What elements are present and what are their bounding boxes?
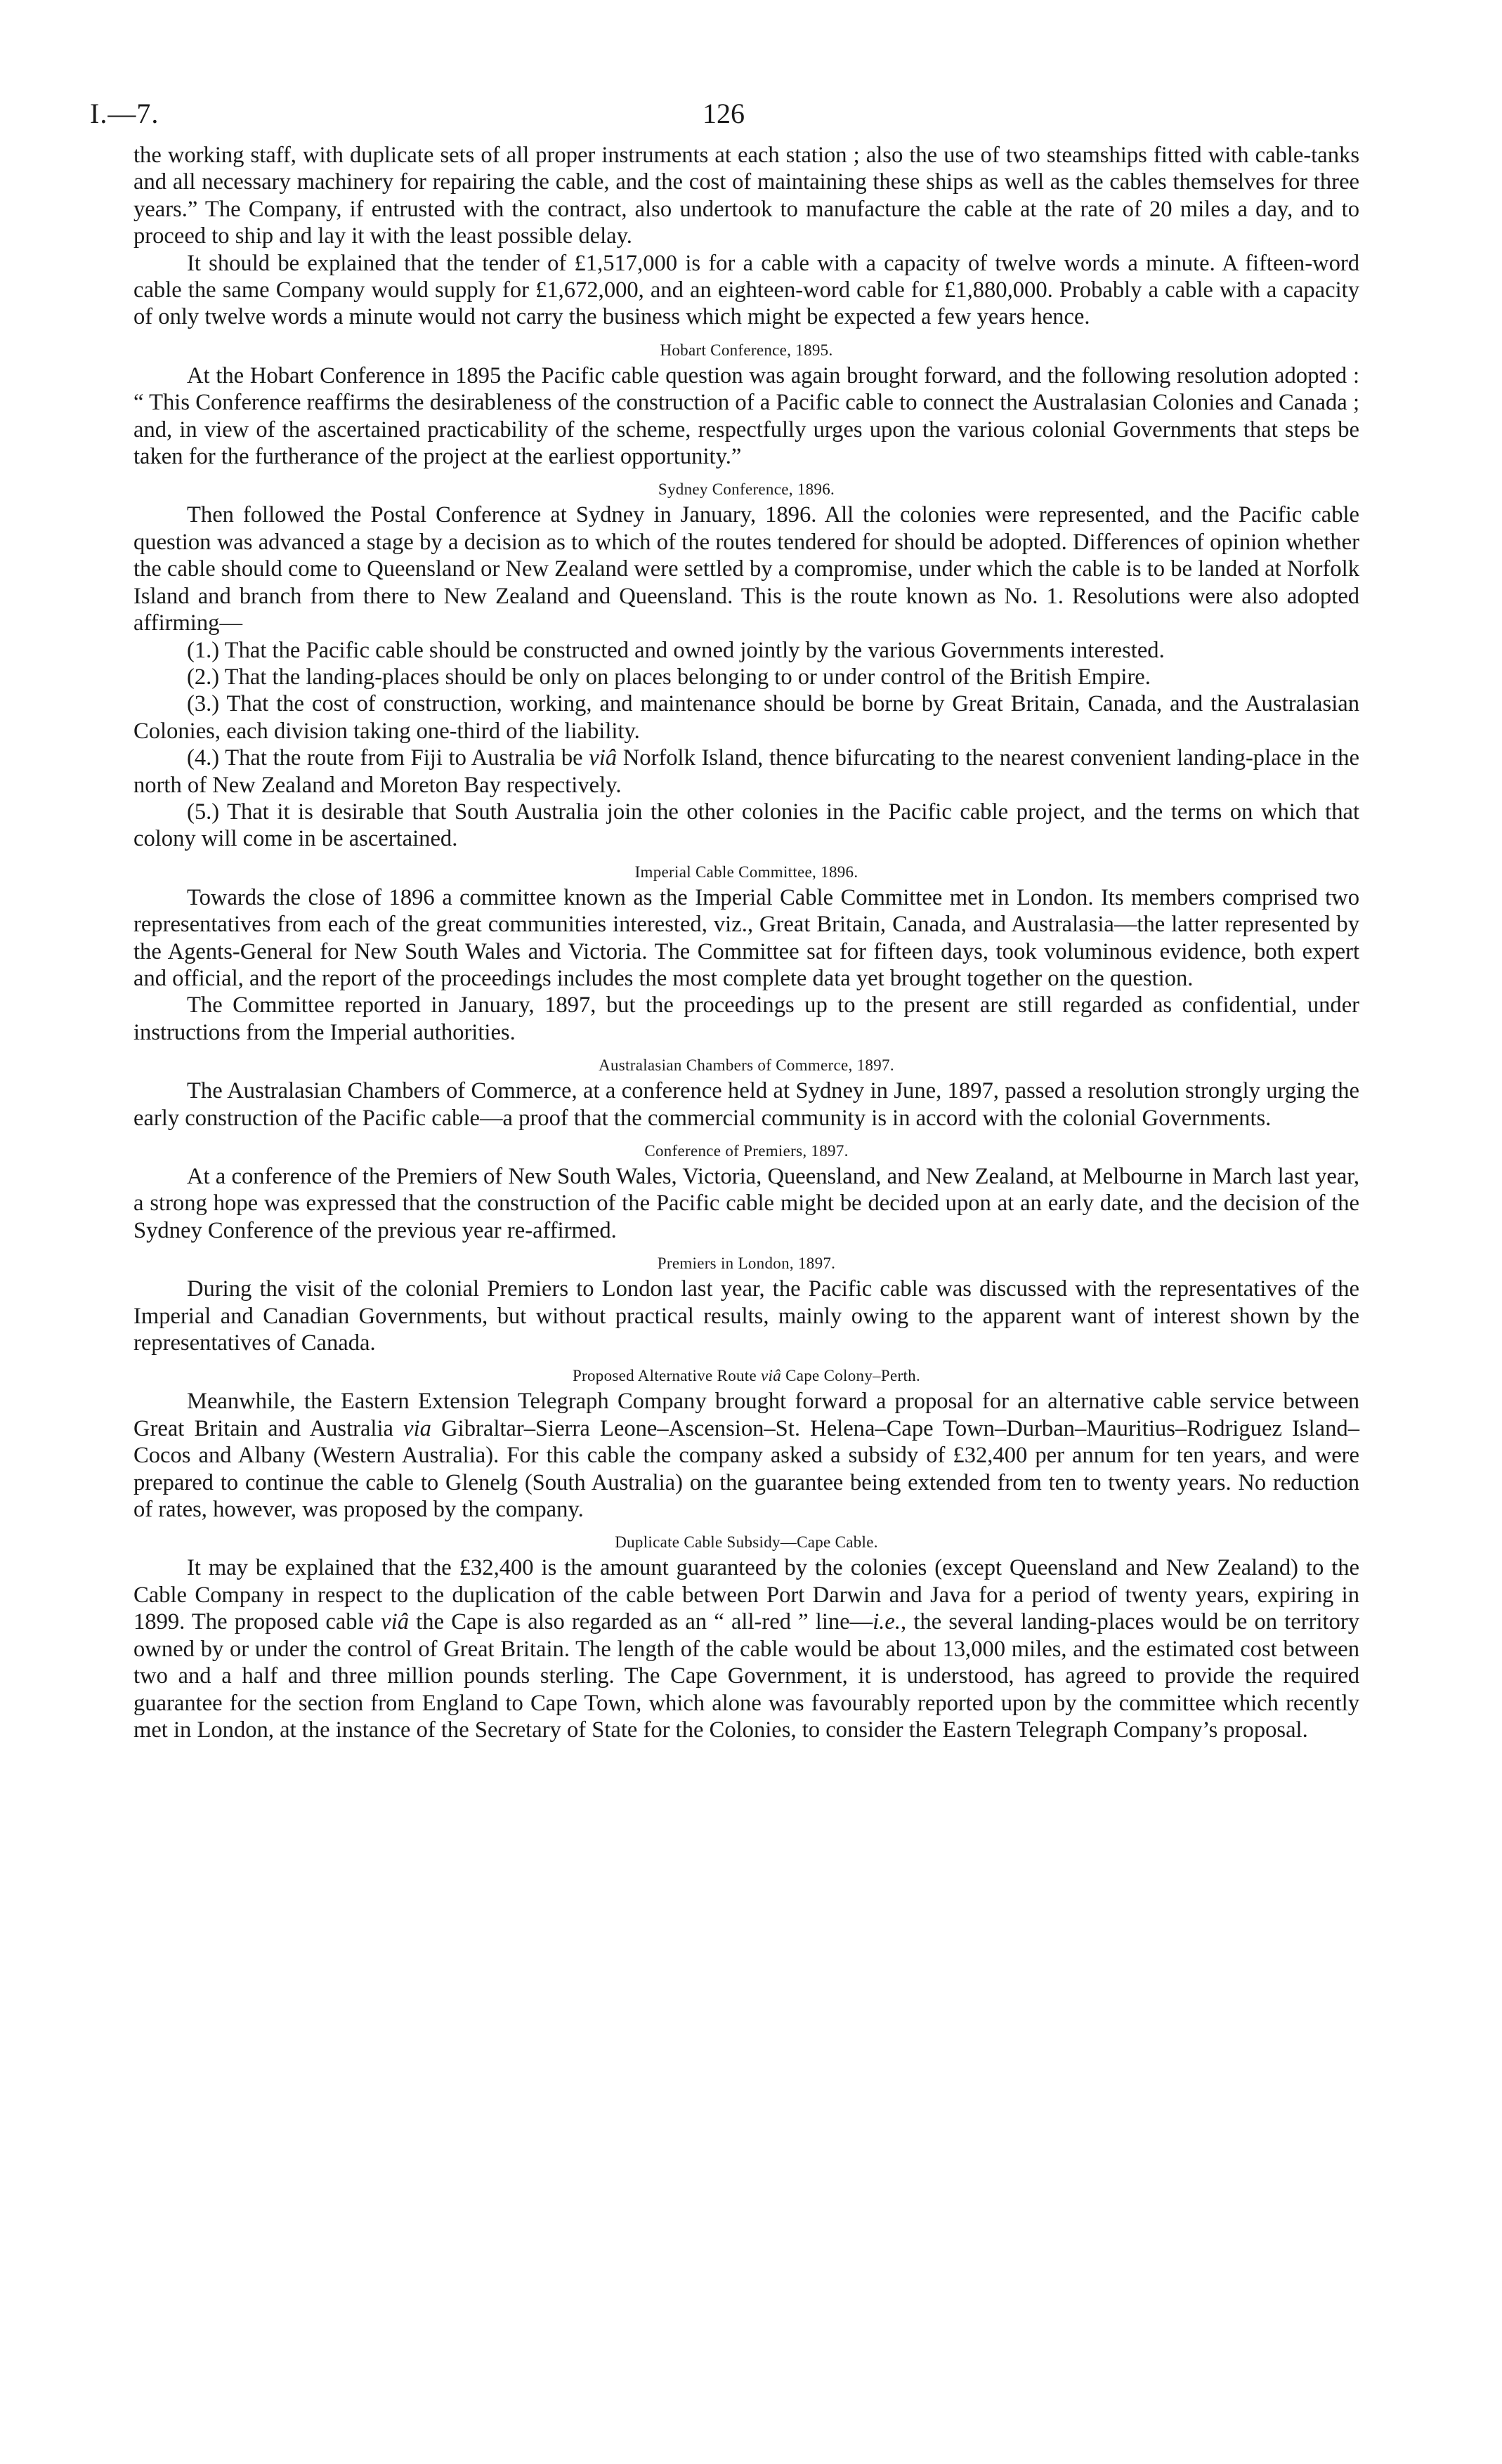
paragraph-contract: the working staff, with duplicate sets of all proper instruments at each station ; also the use of two steamships fitted with cable-tanks and all necessary machinery for repairing the cable, and the cost of maintaining these ships as well as the cables themselves for three years.” The Company, if entrusted with the contract, also undertook to manufacture the cable at the rate of 20 miles a day, and to proceed to ship and lay it with the least possible delay. [133, 143, 1359, 249]
paragraph-sydney-conference: Then followed the Postal Conference at Sydney in January, 1896. All the colonies were represented, and the Pacific cable question was advanced a stage by a decision as to which of the routes tendered for should be adopted. Differences of opinion whether the cable should come to Queensland or New Zealand were settled by a compromise, under which the cable is to be landed at Norfolk Island and branch from there to New Zealand and Queensland. This is the route known as No. 1. Resolutions were also adopted affirming— [133, 502, 1359, 636]
page-header [90, 97, 1359, 142]
heading-alternative-route [133, 1367, 1359, 1385]
resolution-4-text-end: Norfolk Island, thence bifurcating to the nearest convenient landing-place in the north of New Zealand and Moreton Bay respectively. [133, 745, 1359, 798]
resolution-4-via: viâ [589, 745, 618, 771]
paragraph-duplicate-cable-subsidy [133, 1554, 1359, 1743]
page-number: 126 [703, 98, 745, 129]
heading-conference-of-premiers: Conference of Premiers, 1897. [644, 1142, 849, 1160]
heading-hobart-conference: Hobart Conference, 1895. [660, 341, 833, 359]
alternative-route-via: via [403, 1415, 431, 1441]
paragraph-imperial-committee: Towards the close of 1896 a committee known as the Imperial Cable Committee met in London. Its members comprised two representatives from each of the great communities interested, viz., Great Britain, Canada, and Australasia—the latter represented by the Agents-General for New South Wales and Victoria. The Committee sat for fifteen days, took voluminous evidence, both expert and official, and the report of the proceedings includes the most complete data yet brought together on the question. [133, 884, 1359, 991]
alternative-route-text-end: Gibraltar–Sierra Leone–Ascension–St. Helena–Cape Town–Durban–Mauritius–Rodriguez Island–Cocos and Albany (Western Australia). For this cable the company asked a subsidy of £32,400 per annum for ten years, and were prepared to continue the cable to Glenelg (South Australia) on the guarantee being extended from ten to twenty years. No reduction of rates, however, was proposed by the company. [133, 1415, 1359, 1523]
heading-imperial-cable-committee: Imperial Cable Committee, 1896. [634, 863, 858, 881]
document-page [90, 97, 1359, 1743]
paragraph-chambers-of-commerce: The Australasian Chambers of Commerce, at a conference held at Sydney in June, 1897, passed a resolution strongly urging the early construction of the Pacific cable—a proof that the commercial community is in accord with the colonial Governments. [133, 1078, 1359, 1131]
heading-premiers-in-london: Premiers in London, 1897. [657, 1254, 836, 1273]
paragraph-tender: It should be explained that the tender of £1,517,000 is for a cable with a capacity of twelve words a minute. A fifteen-word cable the same Company would supply for £1,672,000, and an eighteen-word cable for £1,880,000. Probably a cable with a capacity of only twelve words a minute would not carry the business which might be expected a few years hence. [133, 250, 1359, 330]
alternative-route-text: Meanwhile, the Eastern Extension Telegraph Company brought forward a proposal for an alternative cable service between Great Britain and Australia [133, 1389, 1359, 1441]
paragraph-hobart-conference: At the Hobart Conference in 1895 the Pacific cable question was again brought forward, and the following resolution adopted : “ This Conference reaffirms the desirableness of the construction of a Pacific cable to connect the Australasian Colonies and Canada ; and, in view of the ascertained practicability of the scheme, respectfully urges upon the various colonial Governments that steps be taken for the furtherance of the project at the earliest opportunity.” [133, 362, 1359, 470]
resolution-3: (3.) That the cost of construction, working, and maintenance should be borne by Great Britain, Canada, and the Australasian Colonies, each division taking one-third of the liability. [133, 691, 1359, 744]
paragraph-premiers-in-london: During the visit of the colonial Premiers to London last year, the Pacific cable was discussed with the representatives of the Imperial and Canadian Governments, but without practical results, mainly owing to the apparent want of interest shown by the representatives of Canada. [133, 1276, 1359, 1356]
paragraph-alternative-route [133, 1388, 1359, 1523]
heading-duplicate-cable-subsidy: Duplicate Cable Subsidy—Cape Cable. [615, 1533, 878, 1552]
duplicate-subsidy-text-mid: the Cape is also regarded as an “ all-red ” line— [409, 1609, 873, 1635]
document-reference: I.—7. [90, 98, 159, 129]
paragraph-committee-reported: The Committee reported in January, 1897, but the proceedings up to the present are still regarded as confidential, under instructions from the Imperial authorities. [133, 992, 1359, 1045]
heading-sydney-conference: Sydney Conference, 1896. [658, 480, 835, 499]
duplicate-subsidy-text-end: , the several landing-places would be on territory owned by or under the control of Great Britain. The length of the cable would be about 13,000 miles, and the estimated cost between two and a half and three million pounds sterling. The Cape Government, it is understood, has agreed to provide the required guarantee for the section from England to Cape Town, which alone was favourably reported upon by the committee which recently met in London, at the instance of the Secretary of State for the Colonies, to consider the Eastern Telegraph Company’s proposal. [133, 1609, 1359, 1743]
resolution-1: (1.) That the Pacific cable should be constructed and owned jointly by the various Governments interested. [187, 637, 1165, 663]
resolution-5: (5.) That it is desirable that South Australia join the other colonies in the Pacific cable project, and the terms on which that colony will come in be ascertained. [133, 799, 1359, 852]
heading-alternative-route-text-end: Cape Colony–Perth. [781, 1367, 921, 1385]
heading-alternative-route-via: viâ [761, 1367, 782, 1385]
heading-alternative-route-text: Proposed Alternative Route [572, 1367, 762, 1385]
duplicate-subsidy-ie: i.e. [873, 1609, 901, 1635]
resolution-4 [133, 745, 1359, 799]
duplicate-subsidy-via: viâ [381, 1609, 410, 1635]
resolution-2: (2.) That the landing-places should be only on places belonging to or under control of the British Empire. [187, 664, 1151, 690]
paragraph-conference-of-premiers: At a conference of the Premiers of New South Wales, Victoria, Queensland, and New Zealand, at Melbourne in March last year, a strong hope was expressed that the construction of the Pacific cable might be decided upon at an early date, and the decision of the Sydney Conference of the previous year re-affirmed. [133, 1164, 1359, 1243]
duplicate-subsidy-text: It may be explained that the £32,400 is the amount guaranteed by the colonies (except Queensland and New Zealand) to the Cable Company in respect to the duplication of the cable between Port Darwin and Java for a period of twenty years, expiring in 1899. The proposed cable [133, 1555, 1359, 1635]
heading-chambers-of-commerce: Australasian Chambers of Commerce, 1897. [599, 1056, 894, 1075]
resolution-4-text: (4.) That the route from Fiji to Australia be [187, 745, 589, 771]
